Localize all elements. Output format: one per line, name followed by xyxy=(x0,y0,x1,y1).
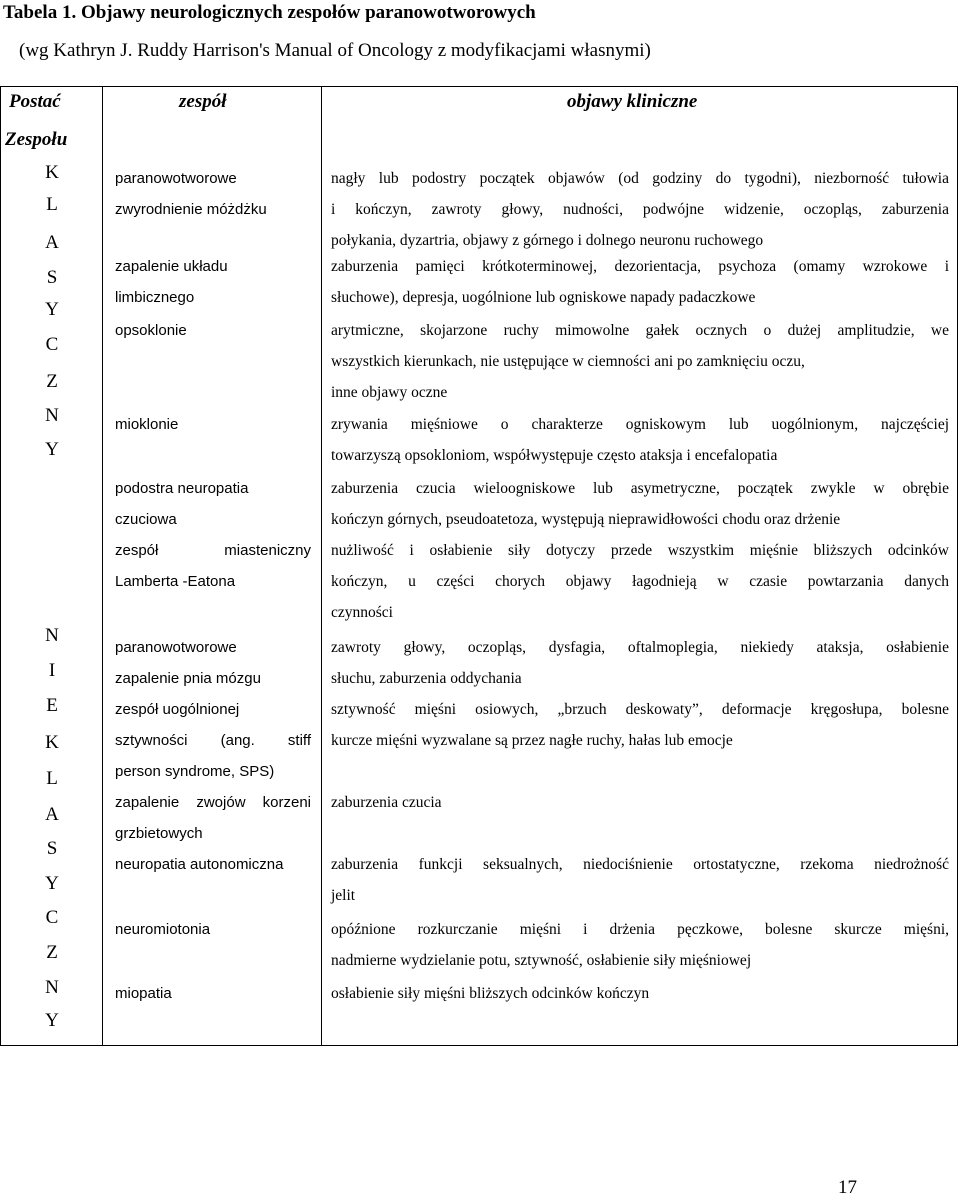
klasyczny-letter: C xyxy=(45,334,59,355)
klasyczny-letter: Z xyxy=(46,371,58,392)
nieklasyczny-letter: L xyxy=(46,768,58,789)
syndrome-name-line: zwyrodnienie móżdżku xyxy=(115,201,267,218)
clinical-symptoms-line: jelit xyxy=(331,887,356,904)
nieklasyczny-letter: Y xyxy=(45,873,59,894)
klasyczny-letter: S xyxy=(46,267,58,288)
syndrome-name xyxy=(115,315,311,346)
clinical-symptoms-line: nadmierne wydzielanie potu, sztywność, osłabienie siły mięśniowej xyxy=(331,952,752,969)
clinical-symptoms-line: sztywność mięśni osiowych, „brzuch deskowaty”, deformacje kręgosłupa, bolesne xyxy=(331,701,949,718)
nieklasyczny-letter: K xyxy=(45,732,59,753)
table-title: Tabela 1. Objawy neurologicznych zespołów paranowotworowych xyxy=(3,2,536,23)
syndrome-name-line: czuciowa xyxy=(115,511,177,528)
clinical-symptoms-line: zrywania mięśniowe o charakterze ogniskowym lub uogólnionym, najczęściej xyxy=(331,416,949,433)
syndrome-name-line: podostra neuropatia xyxy=(115,480,249,497)
header-zespolu: Zespołu xyxy=(5,129,68,150)
clinical-symptoms xyxy=(331,473,949,535)
syndrome-name-line: miopatia xyxy=(115,985,172,1002)
header-postac: Postać xyxy=(9,91,61,112)
nieklasyczny-letter: S xyxy=(46,838,58,859)
table-subtitle: (wg Kathryn J. Ruddy Harrison's Manual of Oncology z modyfikacjami własnymi) xyxy=(19,40,651,61)
column-divider xyxy=(321,87,322,1045)
clinical-symptoms xyxy=(331,535,949,628)
nieklasyczny-letter: Y xyxy=(45,1010,59,1031)
clinical-symptoms xyxy=(331,409,949,471)
clinical-symptoms-line: zaburzenia czucia wieloogniskowe lub asymetryczne, początek zwykle w obrębie xyxy=(331,480,949,497)
syndrome-name-line: sztywności (ang. stiff xyxy=(115,732,311,749)
nieklasyczny-letter: N xyxy=(45,977,59,998)
nieklasyczny-letter: I xyxy=(48,660,56,681)
syndrome-name xyxy=(115,251,311,313)
clinical-symptoms-line: arytmiczne, skojarzone ruchy mimowolne gałek ocznych o dużej amplitudzie, we xyxy=(331,322,949,339)
clinical-symptoms xyxy=(331,849,949,911)
syndrome-name-line: neuromiotonia xyxy=(115,921,211,938)
clinical-symptoms-line: zawroty głowy, oczopląs, dysfagia, oftalmoplegia, niekiedy ataksja, osłabienie xyxy=(331,639,949,656)
clinical-symptoms-line: połykania, dyzartria, objawy z górnego i dolnego neuronu ruchowego xyxy=(331,232,764,249)
clinical-symptoms-line: zaburzenia czucia xyxy=(331,794,442,811)
klasyczny-letter: K xyxy=(45,162,59,183)
syndrome-name-line: opsoklonie xyxy=(115,322,187,339)
klasyczny-letter: Y xyxy=(45,439,59,460)
syndrome-name xyxy=(115,978,311,1009)
syndrome-name-line: paranowotworowe xyxy=(115,639,237,656)
header-objawy: objawy kliniczne xyxy=(567,91,698,112)
column-divider xyxy=(102,87,103,1045)
page-number: 17 xyxy=(838,1177,857,1198)
syndrome-name xyxy=(115,787,311,849)
clinical-symptoms xyxy=(331,787,949,818)
clinical-symptoms-line: słuchu, zaburzenia oddychania xyxy=(331,670,522,687)
clinical-symptoms xyxy=(331,914,949,976)
syndrome-name-line: zapalenie zwojów korzeni xyxy=(115,794,311,811)
syndrome-name xyxy=(115,409,311,440)
klasyczny-letter: L xyxy=(46,194,58,215)
clinical-symptoms xyxy=(331,978,949,1009)
syndrome-name-line: limbicznego xyxy=(115,289,195,306)
clinical-symptoms-line: kończyn, u części chorych objawy łagodnieją w czasie powtarzania danych xyxy=(331,573,949,590)
syndrome-name xyxy=(115,163,311,225)
syndrome-name-line: Lamberta -Eatona xyxy=(115,573,236,590)
syndrome-name-line: neuropatia autonomiczna xyxy=(115,856,284,873)
clinical-symptoms-line: towarzyszą opsokloniom, współwystępuje często ataksja i encefalopatia xyxy=(331,447,778,464)
syndrome-name-line: grzbietowych xyxy=(115,825,203,842)
syndrome-name xyxy=(115,535,311,597)
clinical-symptoms-line: wszystkich kierunkach, nie ustępujące w ciemności ani po zamknięciu oczu, xyxy=(331,353,805,370)
syndrome-name-line: paranowotworowe xyxy=(115,170,237,187)
clinical-symptoms-line: kończyn górnych, pseudoatetoza, występują nieprawidłowości chodu oraz drżenie xyxy=(331,511,841,528)
nieklasyczny-letter: E xyxy=(46,695,58,716)
klasyczny-letter: Y xyxy=(45,299,59,320)
syndromes-table xyxy=(0,86,958,1046)
syndrome-name-line: zespół uogólnionej xyxy=(115,701,240,718)
clinical-symptoms-line: nagły lub podostry początek objawów (od godziny do tygodni), niezborność tułowia xyxy=(331,170,949,187)
clinical-symptoms xyxy=(331,694,949,756)
syndrome-name xyxy=(115,632,311,694)
clinical-symptoms xyxy=(331,315,949,408)
syndrome-name-line: zapalenie układu xyxy=(115,258,228,275)
clinical-symptoms-line: czynności xyxy=(331,604,393,621)
clinical-symptoms xyxy=(331,163,949,256)
syndrome-name xyxy=(115,694,311,787)
header-zespol: zespół xyxy=(179,91,227,112)
clinical-symptoms-line: opóźnione rozkurczanie mięśni i drżenia pęczkowe, bolesne skurcze mięśni, xyxy=(331,921,949,938)
nieklasyczny-letter: N xyxy=(45,625,59,646)
clinical-symptoms-line: nużliwość i osłabienie siły dotyczy przede wszystkim mięśnie bliższych odcinków xyxy=(331,542,949,559)
syndrome-name xyxy=(115,849,311,880)
syndrome-name-line: person syndrome, SPS) xyxy=(115,763,275,780)
clinical-symptoms-line: zaburzenia pamięci krótkoterminowej, dezorientacja, psychoza (omamy wzrokowe i xyxy=(331,258,949,275)
clinical-symptoms-line: inne objawy oczne xyxy=(331,384,448,401)
clinical-symptoms-line: osłabienie siły mięśni bliższych odcinków kończyn xyxy=(331,985,650,1002)
syndrome-name xyxy=(115,914,311,945)
clinical-symptoms-line: słuchowe), depresja, uogólnione lub ogniskowe napady padaczkowe xyxy=(331,289,756,306)
klasyczny-letter: A xyxy=(45,232,59,253)
clinical-symptoms xyxy=(331,632,949,694)
syndrome-name-line: zapalenie pnia mózgu xyxy=(115,670,261,687)
klasyczny-letter: N xyxy=(45,405,59,426)
syndrome-name-line: mioklonie xyxy=(115,416,179,433)
clinical-symptoms-line: kurcze mięśni wyzwalane są przez nagłe ruchy, hałas lub emocje xyxy=(331,732,733,749)
nieklasyczny-letter: A xyxy=(45,804,59,825)
clinical-symptoms-line: i kończyn, zawroty głowy, nudności, podwójne widzenie, oczopląs, zaburzenia xyxy=(331,201,949,218)
clinical-symptoms-line: zaburzenia funkcji seksualnych, niedociśnienie ortostatyczne, rzekoma niedrożność xyxy=(331,856,949,873)
nieklasyczny-letter: Z xyxy=(46,942,58,963)
nieklasyczny-letter: C xyxy=(45,907,59,928)
syndrome-name xyxy=(115,473,311,535)
clinical-symptoms xyxy=(331,251,949,313)
syndrome-name-line: zespół miasteniczny xyxy=(115,542,311,559)
